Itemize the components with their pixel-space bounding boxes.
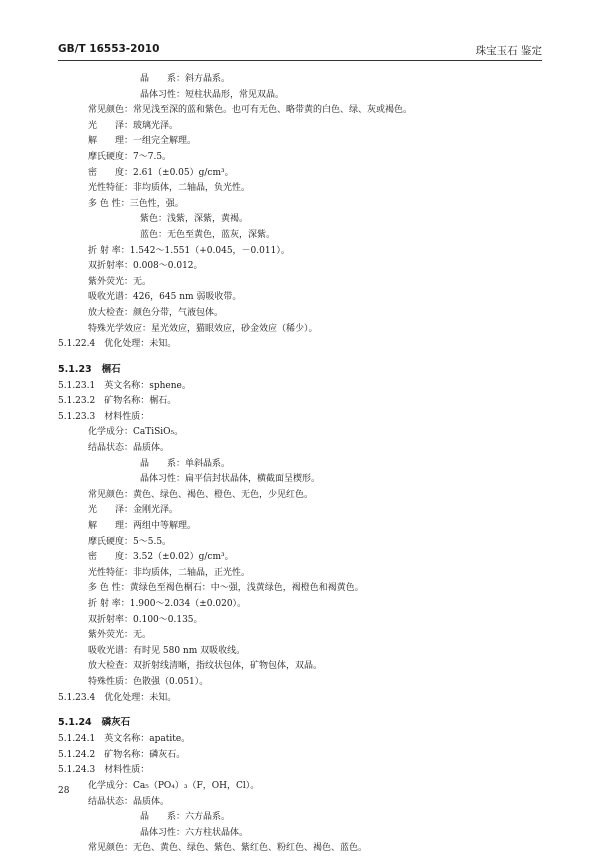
text-line: 光 泽：金刚光泽。 bbox=[88, 505, 179, 516]
section-title: 榍石 bbox=[101, 363, 121, 375]
page-number: 28 bbox=[58, 786, 70, 796]
text-line: 光 泽：玻璃光泽。 bbox=[88, 120, 179, 131]
text-line: 双折射率：0.008～0.012。 bbox=[88, 261, 203, 272]
text-line: 晶体习性：扁平信封状晶体，横截面呈楔形。 bbox=[140, 474, 321, 485]
text-line: 晶体习性：六方柱状晶体。 bbox=[140, 827, 249, 838]
text-line: 5.1.23.3 材料性质： bbox=[58, 411, 150, 422]
text-line: 紫色：浅紫，深紫，黄褐。 bbox=[140, 214, 249, 225]
text-line: 折 射 率：1.900～2.034（±0.020）。 bbox=[88, 599, 247, 609]
text-line: 晶 系：斜方晶系。 bbox=[140, 74, 231, 84]
text-line: 5.1.23.2 矿物名称：榍石。 bbox=[58, 396, 177, 407]
text-line: 密 度：3.52（±0.02）g/cm³。 bbox=[88, 552, 234, 563]
text-line: 双折射率：0.100～0.135。 bbox=[88, 614, 203, 625]
text-line: 5.1.23.4 优化处理：未知。 bbox=[58, 692, 177, 703]
text-line: 摩氏硬度：7～7.5。 bbox=[88, 151, 172, 162]
document-body bbox=[58, 72, 548, 857]
section-number: 5.1.24 bbox=[58, 717, 92, 729]
text-line: 光性特征：非均质体，二轴晶，正光性。 bbox=[88, 567, 251, 578]
text-line: 晶体习性：短柱状晶形，常见双晶。 bbox=[140, 89, 285, 100]
text-line: 晶 系：六方晶系。 bbox=[140, 812, 231, 823]
text-line: 5.1.22.4 优化处理：未知。 bbox=[58, 339, 177, 350]
text-line: 结晶状态：晶质体。 bbox=[88, 443, 170, 454]
text-line: 常见颜色：常见浅至深的蓝和紫色。也可有无色、略带黄的白色、绿、灰或褐色。 bbox=[88, 105, 413, 116]
text-line: 晶 系：单斜晶系。 bbox=[140, 458, 231, 469]
text-line: 摩氏硬度：5～5.5。 bbox=[88, 536, 172, 547]
text-line: 常见颜色：黄色、绿色、褐色、橙色、无色，少见红色。 bbox=[88, 489, 314, 500]
text-line: 多 色 性：黄绿色至褐色榍石：中～强，浅黄绿色，褐橙色和褐黄色。 bbox=[88, 583, 364, 594]
text-line: 吸收光谱：426，645 nm 弱吸收带。 bbox=[88, 292, 242, 303]
text-line: 5.1.23.1 英文名称：sphene。 bbox=[58, 380, 191, 391]
text-line: 放大检查：双折射线清晰，指纹状包体，矿物包体，双晶。 bbox=[88, 661, 323, 672]
text-line: 化学成分：Ca₅（PO₄）₃（F，OH，Cl）。 bbox=[88, 780, 260, 791]
section-heading-apatite bbox=[58, 714, 548, 732]
text-line: 蓝色：无色至黄色，蓝灰，深紫。 bbox=[140, 229, 276, 240]
text-line: 密 度：2.61（±0.05）g/cm³。 bbox=[88, 167, 234, 178]
header-rule bbox=[58, 60, 542, 61]
text-line: 解 理：一组完全解理。 bbox=[88, 136, 197, 147]
text-line: 放大检查：颜色分带，气液包体。 bbox=[88, 307, 224, 318]
section-title: 磷灰石 bbox=[101, 717, 131, 729]
text-line: 折 射 率：1.542～1.551（+0.045，－0.011）。 bbox=[88, 245, 290, 256]
text-line: 常见颜色：无色、黄色、绿色、紫色、紫红色、粉红色、褐色、蓝色。 bbox=[88, 843, 368, 854]
text-line: 多 色 性：三色性，强。 bbox=[88, 198, 184, 209]
text-line: 紫外荧光：无。 bbox=[88, 276, 152, 287]
text-line: 吸收光谱：有时见 580 nm 双吸收线。 bbox=[88, 645, 246, 656]
text-line: 特殊光学效应：星光效应，猫眼效应，砂金效应（稀少）。 bbox=[88, 323, 318, 334]
text-line: 5.1.24.2 矿物名称：磷灰石。 bbox=[58, 749, 186, 760]
section-number: 5.1.23 bbox=[58, 363, 92, 375]
text-line: 结晶状态：晶质体。 bbox=[88, 796, 170, 807]
text-line: 化学成分：CaTiSiO₅。 bbox=[88, 427, 184, 438]
text-line: 光性特征：非均质体，二轴晶，负光性。 bbox=[88, 183, 251, 194]
section-heading-sphene bbox=[58, 361, 548, 379]
text-line: 特殊性质：色散强（0.051）。 bbox=[88, 676, 209, 687]
text-line: 解 理：两组中等解理。 bbox=[88, 521, 197, 532]
text-line: 紫外荧光：无。 bbox=[88, 630, 152, 641]
document-title: 珠宝玉石 鉴定 bbox=[475, 45, 542, 57]
text-line: 5.1.24.3 材料性质： bbox=[58, 765, 150, 776]
text-line: 5.1.24.1 英文名称：apatite。 bbox=[58, 734, 191, 745]
standard-code: GB/T 16553-2010 bbox=[58, 43, 160, 55]
